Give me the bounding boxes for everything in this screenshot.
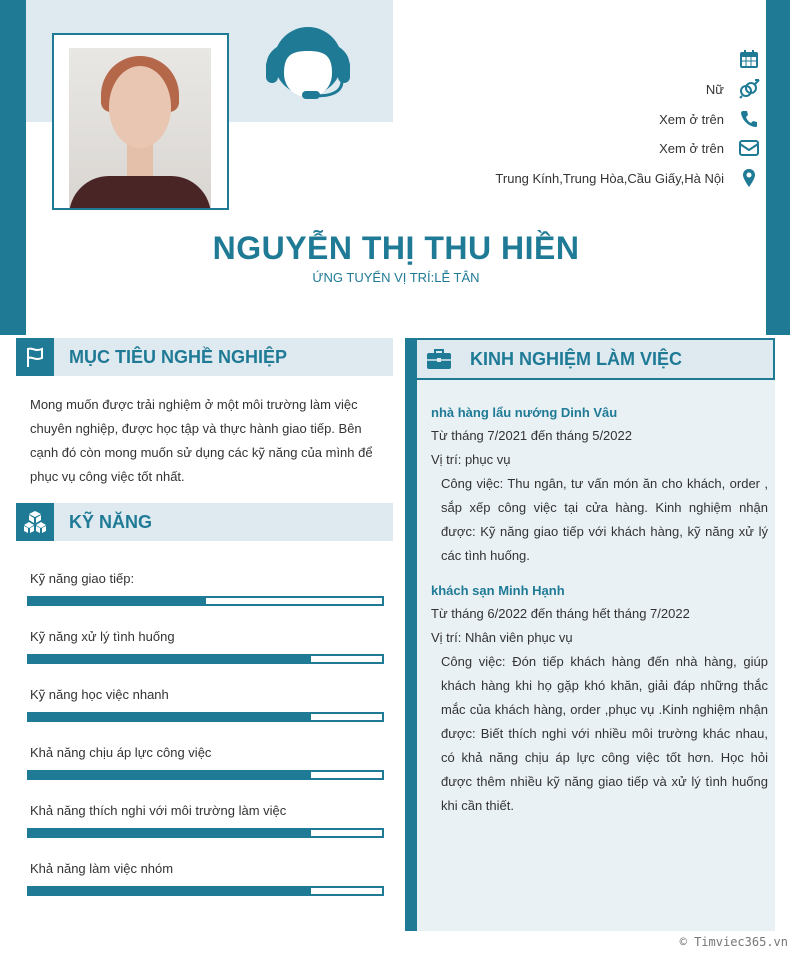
job-period: Từ tháng 7/2021 đến tháng 5/2022 [431, 428, 632, 443]
left-accent-bar [0, 0, 26, 335]
experience-header [417, 338, 775, 380]
skill-item [30, 629, 384, 664]
job-company: khách sạn Minh Hạnh [431, 583, 565, 598]
flag-icon [16, 338, 54, 376]
job-entry [431, 402, 768, 568]
skill-label: Khả năng làm việc nhóm [30, 861, 174, 876]
skill-item [30, 803, 384, 838]
gender-icon [738, 78, 760, 100]
skill-bar [27, 654, 384, 664]
skill-label: Khả năng chịu áp lực công việc [30, 745, 212, 760]
candidate-name: NGUYỄN THỊ THU HIỀN [212, 230, 580, 266]
skill-label: Kỹ năng học việc nhanh [30, 687, 169, 702]
skill-bar [27, 886, 384, 896]
skill-bar-fill [29, 656, 311, 662]
skill-item [30, 571, 384, 606]
calendar-icon [738, 48, 760, 70]
job-period: Từ tháng 6/2022 đến tháng hết tháng 7/2022 [431, 606, 690, 621]
objective-header [16, 338, 393, 376]
applied-position: ỨNG TUYỂN VỊ TRÍ:LỄ TÂN [312, 270, 480, 285]
skill-label: Kỹ năng giao tiếp: [30, 571, 135, 586]
job-role: Vị trí: Nhân viên phục vụ [431, 630, 573, 645]
location-icon [738, 167, 760, 189]
objective-title: MỤC TIÊU NGHỀ NGHIỆP [69, 346, 288, 367]
job-entry [431, 580, 768, 818]
skill-bar-fill [29, 888, 311, 894]
job-role: Vị trí: phục vụ [431, 452, 511, 467]
skill-bar-fill [29, 830, 311, 836]
skill-item [30, 861, 384, 896]
contact-gender [400, 78, 760, 100]
skills-title: KỸ NĂNG [69, 511, 153, 532]
experience-accent-bar [405, 338, 417, 931]
phone-text: Xem ở trên [659, 111, 724, 127]
address-text: Trung Kính,Trung Hòa,Cầu Giấy,Hà Nội [495, 170, 724, 186]
skill-bar-fill [29, 598, 206, 604]
objective-text: Mong muốn được trải nghiệm ở một môi trường làm việc chuyên nghiệp, được học tập và thực hành giao tiếp. Bên cạnh đó còn mong muốn sử dụng các kỹ năng của mình để phục vụ công việc tốt nhất. [30, 397, 373, 484]
email-icon [738, 137, 760, 159]
skill-bar [27, 770, 384, 780]
skill-bar [27, 828, 384, 838]
contact-address [400, 167, 760, 189]
experience-title: KINH NGHIỆM LÀM VIỆC [470, 348, 683, 369]
skill-label: Khả năng thích nghi với môi trường làm việc [30, 803, 287, 818]
watermark: © Timviec365.vn [679, 935, 788, 949]
skill-bar [27, 596, 384, 606]
skill-item [30, 687, 384, 722]
profile-photo [69, 48, 211, 208]
email-text: Xem ở trên [659, 140, 724, 156]
headset-avatar-icon [262, 15, 354, 107]
gender-text: Nữ [705, 81, 724, 97]
skill-bar-fill [29, 772, 311, 778]
job-description: Công việc: Đón tiếp khách hàng đến nhà hàng, giúp khách hàng khi họ gặp khó khăn, giải đáp những thắc mắc của khách hàng, order ,phục vụ .Kinh nghiệm nhận được: Biết thích nghi với nhiều môi trường khác nhau, có khả năng chịu áp lực công việc tốt hơn. Học hỏi được thêm nhiều kỹ năng giao tiếp và xử lý tình huống khi cần thiết. [441, 654, 768, 813]
contact-email [400, 137, 760, 159]
phone-icon [738, 108, 760, 130]
skill-bar [27, 712, 384, 722]
contact-phone [400, 108, 760, 130]
skill-bar-fill [29, 714, 311, 720]
profile-photo-frame [52, 33, 229, 210]
job-company: nhà hàng lẩu nướng Dinh Vâu [431, 405, 618, 420]
briefcase-icon [421, 340, 457, 378]
skill-label: Kỹ năng xử lý tình huống [30, 629, 175, 644]
job-description: Công việc: Thu ngân, tư vấn món ăn cho khách, order , sắp xếp công việc tại cửa hàng. Kinh nghiệm nhận được: Kỹ năng giao tiếp với khách hàng, kỹ năng xử lý các tình huống. [441, 476, 768, 563]
skill-item [30, 745, 384, 780]
contact-birthday [400, 48, 760, 70]
cubes-icon [16, 503, 54, 541]
skills-header [16, 503, 393, 541]
right-accent-bar [766, 0, 790, 335]
